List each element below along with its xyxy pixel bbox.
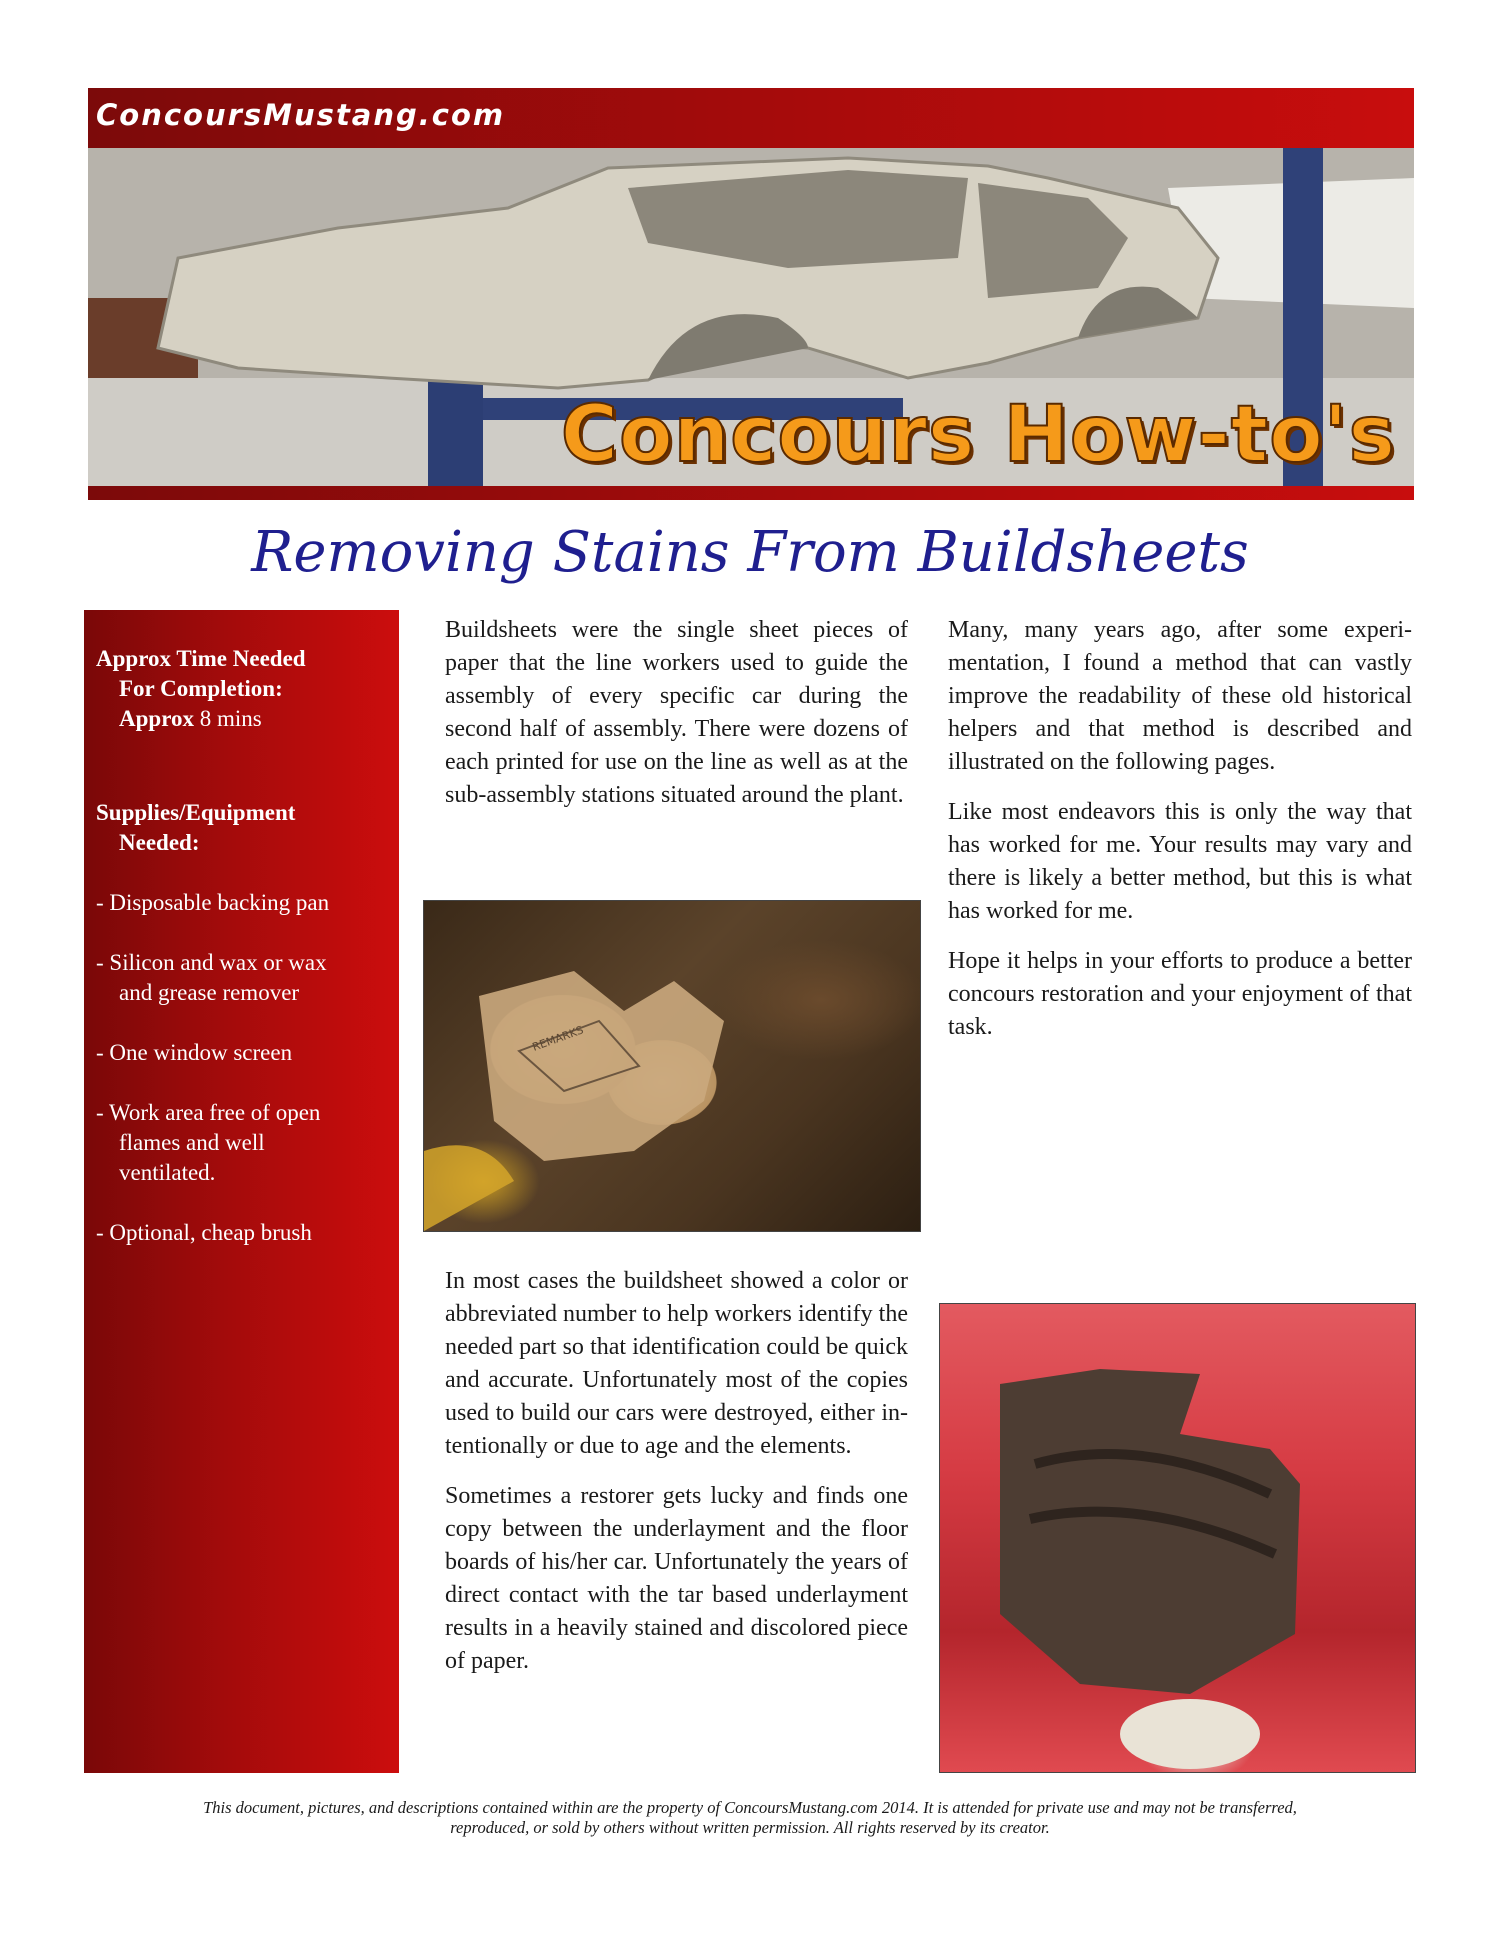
supply-item — [96, 948, 389, 1008]
supply-item-line: ventilated. — [119, 1160, 216, 1185]
supply-item — [96, 1038, 389, 1068]
supply-item-line: - Work area free of open — [96, 1100, 321, 1125]
paragraph: Many, many years ago, after some experimentation, I found a method that can vastly improve the readability of these old historical helpers and that method is described and illustrated on the following pages. — [948, 617, 1412, 775]
paragraph: Sometimes a restorer gets lucky and finds one copy between the underlayment and the floor boards of his/her car. Unfortunately the years of direct contact with the tar based underlayment results in a heavily stained and discolored piece of paper. — [445, 1483, 908, 1674]
buildsheet-stained-photo — [423, 900, 921, 1232]
floor-pan-illustration — [940, 1304, 1415, 1772]
page-title: Removing Stains From Buildsheets — [251, 520, 1249, 585]
time-value-line — [96, 704, 389, 734]
supply-item-line: flames and well — [119, 1130, 265, 1155]
supplies-heading-line2: Needed: — [119, 830, 200, 855]
time-heading-line1: Approx Time Needed — [96, 646, 306, 671]
site-name: ConcoursMustang.com — [96, 98, 506, 132]
time-label: Approx — [119, 706, 194, 731]
paragraph: Hope it helps in your efforts to produce a better concours restoration and your enjoyment of that task. — [948, 948, 1412, 1040]
method-column — [948, 614, 1412, 1061]
paragraph: In most cases the buildsheet showed a color or abbreviated number to help workers identify the needed part so that identification could be quick and accurate. Unfortunately most of the copies used to build our cars were destroyed, either intentionally or due to age and the elements. — [445, 1268, 908, 1459]
paragraph: Like most endeavors this is only the way that has worked for me. Your results may vary and there is likely a better method, but this is what has worked for me. — [948, 799, 1412, 924]
hero-bottom-bar — [88, 486, 1414, 500]
paragraph: Buildsheets were the single sheet pieces of paper that the line workers used to guide the assembly of every specific car during the second half of assembly. There were dozens of each printed for use on the line as well as at the sub-assembly stations situated around the plant. — [445, 617, 908, 808]
supply-item — [96, 888, 389, 918]
supplies-heading-line1: Supplies/Equipment — [96, 800, 296, 825]
supply-item-line: - Optional, cheap brush — [96, 1220, 312, 1245]
floor-pan-tar-photo — [939, 1303, 1416, 1773]
intro-column — [445, 614, 908, 829]
supply-item-line: - Silicon and wax or wax — [96, 950, 327, 975]
remarks-text: REMARKS — [530, 1023, 586, 1054]
site-header-bar — [88, 88, 1414, 148]
hero-photo — [88, 148, 1414, 486]
sidebar — [84, 610, 399, 1773]
supplies-heading-block — [96, 798, 389, 858]
copyright-footer — [60, 1798, 1440, 1838]
hero-title: Concours How-to's — [560, 390, 1396, 480]
supply-item — [96, 1218, 389, 1248]
supply-item-line: - Disposable backing pan — [96, 890, 330, 915]
history-column — [445, 1265, 908, 1695]
buildsheet-paper-illustration — [424, 901, 920, 1231]
time-heading-line2: For Completion: — [119, 676, 283, 701]
supply-item — [96, 1098, 389, 1188]
time-needed-block — [96, 644, 389, 734]
supply-item-line: and grease remover — [119, 980, 300, 1005]
footer-line: reproduced, or sold by others without written permission. All rights reserved by its creator. — [450, 1818, 1050, 1837]
supply-item-line: - One window screen — [96, 1040, 293, 1065]
time-value: 8 mins — [194, 706, 262, 731]
footer-line: This document, pictures, and descriptions contained within are the property of ConcoursMustang.com 2014. It is attended for private use and may not be transferred, — [203, 1798, 1297, 1817]
